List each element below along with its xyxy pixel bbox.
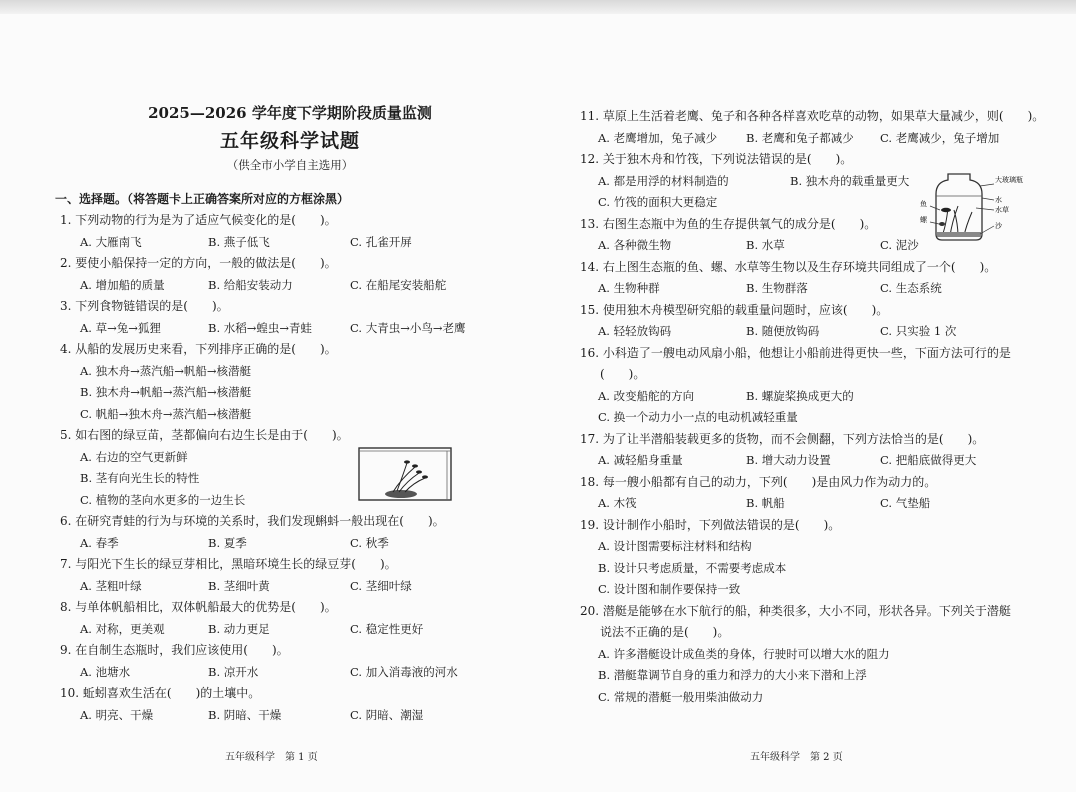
option-b: B. 茎有向光生长的特性	[80, 471, 200, 485]
label-water: 水	[995, 196, 1002, 204]
option-b: B. 凉开水	[208, 664, 259, 679]
option-a: A. 大雁南飞	[80, 234, 142, 249]
option-b: B. 螺旋桨换成更大的	[746, 388, 854, 403]
option-a: A. 生物种群	[598, 281, 660, 295]
question-2-options	[60, 275, 525, 297]
option-c: C. 秋季	[350, 535, 389, 550]
question-2: 2. 要使小船保持一定的方向，一般的做法是( )。	[60, 256, 337, 270]
option-c: C. 气垫船	[880, 496, 931, 510]
question-17-options	[580, 450, 1050, 472]
option-c: C. 植物的茎向水更多的一边生长	[80, 492, 246, 507]
option-a: A. 减轻船身重量	[598, 453, 683, 467]
option-a: A. 老鹰增加，兔子减少	[598, 130, 718, 145]
question-3-options	[60, 318, 525, 340]
question-11: 11. 草原上生活着老鹰、兔子和各种各样喜欢吃草的动物，如果草大量减少，则( )。	[580, 109, 1045, 123]
question-10: 10. 蚯蚓喜欢生活在( )的土壤中。	[60, 686, 261, 700]
question-4: 4. 从船的发展历史来看，下列排序正确的是( )。	[60, 342, 337, 356]
option-a: A. 草→兔→狐狸	[80, 320, 161, 335]
option-a: A. 茎粗叶绿	[80, 578, 142, 593]
option-c: C. 换一个动力小一点的电动机减轻重量	[598, 410, 798, 424]
option-b: B. 设计只考虑质量，不需要考虑成本	[598, 560, 787, 575]
page-footer-2: 五年级科学 第 2 页	[750, 752, 843, 763]
scan-top-edge	[0, 0, 1076, 14]
option-c: C. 阴暗、潮湿	[350, 707, 424, 722]
option-c: C. 只实验 1 次	[880, 324, 957, 338]
option-b: B. 独木舟→帆船→蒸汽船→核潜艇	[80, 385, 252, 399]
option-b: B. 随便放钩码	[746, 324, 820, 338]
label-sand: 沙	[995, 222, 1002, 230]
question-12: 12. 关于独木舟和竹筏，下列说法错误的是( )。	[580, 152, 853, 166]
option-a: A. 明亮、干燥	[80, 707, 154, 722]
exam-title: 2025—2026 学年度下学期阶段质量监测	[148, 104, 432, 122]
option-c: C. 加入消毒液的河水	[350, 664, 458, 679]
option-c: C. 竹筏的面积大更稳定	[598, 195, 718, 209]
question-18: 18. 每一艘小船都有自己的动力，下列( )是由风力作为动力的。	[580, 474, 937, 489]
option-b: B. 帆船	[746, 496, 785, 510]
option-c: C. 在船尾安装船舵	[350, 277, 447, 292]
option-b: B. 阴暗、干燥	[208, 707, 282, 722]
option-b: B. 茎细叶黄	[208, 578, 270, 593]
option-b: B. 给船安装动力	[208, 277, 293, 292]
option-b: B. 生物群落	[746, 281, 808, 295]
option-b: B. 独木舟的载重量更大	[790, 173, 910, 188]
option-b: B. 老鹰和兔子都减少	[746, 130, 854, 145]
question-11-options	[580, 128, 1050, 150]
question-1-options	[60, 232, 525, 254]
label-plant: 水草	[995, 206, 1009, 214]
option-a: A. 春季	[80, 535, 119, 550]
question-6: 6. 在研究青蛙的行为与环境的关系时，我们发现蝌蚪一般出现在( )。	[60, 514, 445, 528]
option-c: C. 泥沙	[880, 238, 919, 252]
question-10-options	[60, 705, 525, 727]
option-b: B. 增大动力设置	[746, 453, 831, 467]
option-b: B. 水草	[746, 238, 785, 252]
question-14-options	[580, 278, 1050, 300]
option-c: C. 设计图和制作要保持一致	[598, 582, 741, 596]
option-a: A. 增加船的质量	[80, 277, 165, 292]
question-13: 13. 右图生态瓶中为鱼的生存提供氧气的成分是( )。	[580, 216, 877, 231]
option-b: B. 动力更足	[208, 621, 270, 636]
label-jar: 大玻璃瓶	[995, 176, 1023, 184]
option-c: C. 茎细叶绿	[350, 578, 412, 593]
question-6-options	[60, 533, 525, 555]
question-3: 3. 下列食物链错误的是( )。	[60, 299, 229, 313]
option-a: A. 右边的空气更新鲜	[80, 449, 188, 464]
question-list-left	[60, 210, 525, 726]
option-a: A. 对称，更美观	[80, 621, 165, 636]
option-a: A. 木筏	[598, 496, 637, 510]
option-c: C. 把船底做得更大	[880, 453, 977, 467]
option-a: A. 独木舟→蒸汽船→帆船→核潜艇	[80, 363, 252, 378]
section-heading: 一、选择题。（将答题卡上正确答案所对应的方框涂黑）	[55, 192, 350, 206]
option-c: C. 帆船→独木舟→蒸汽船→核潜艇	[80, 406, 252, 421]
question-5: 5. 如右图的绿豆苗，茎都偏向右边生长是由于( )。	[60, 428, 349, 442]
question-20-continued: 说法不正确的是( )。	[600, 625, 730, 639]
option-a: A. 许多潜艇设计成鱼类的身体，行驶时可以增大水的阻力	[598, 646, 890, 661]
question-15: 15. 使用独木舟模型研究船的载重量问题时，应该( )。	[580, 302, 889, 317]
option-a: A. 池塘水	[80, 664, 131, 679]
question-20: 20. 潜艇是能够在水下航行的船，种类很多，大小不同，形状各异。下列关于潜艇	[580, 603, 1011, 618]
option-b: B. 燕子低飞	[208, 234, 270, 249]
label-fish: 鱼	[920, 200, 927, 208]
option-b: B. 水稻→蝗虫→青蛙	[208, 320, 313, 335]
option-a: A. 各种微生物	[598, 238, 672, 252]
question-7-options	[60, 576, 525, 598]
ecosystem-jar-figure	[920, 170, 1023, 244]
exam-note: （供全市小学自主选用）	[226, 158, 354, 172]
question-16-options-row	[580, 386, 1050, 408]
question-15-options	[580, 321, 1050, 343]
option-c: C. 稳定性更好	[350, 621, 424, 636]
option-c: C. 常规的潜艇一般用柴油做动力	[598, 689, 764, 704]
question-16-blank: ( )。	[600, 367, 646, 381]
question-9-options	[60, 662, 525, 684]
question-8: 8. 与单体帆船相比，双体帆船最大的优势是( )。	[60, 600, 337, 614]
question-1: 1. 下列动物的行为是为了适应气候变化的是( )。	[60, 213, 337, 227]
question-18-options	[580, 493, 1050, 515]
question-9: 9. 在自制生态瓶时，我们应该使用( )。	[60, 643, 289, 657]
page-footer-1: 五年级科学 第 1 页	[225, 752, 318, 763]
option-c: C. 孔雀开屏	[350, 234, 412, 249]
question-17: 17. 为了让半潜船装载更多的货物，而不会侧翻，下列方法恰当的是( )。	[580, 431, 985, 446]
question-7: 7. 与阳光下生长的绿豆芽相比，黑暗环境生长的绿豆芽( )。	[60, 557, 397, 571]
question-14: 14. 右上图生态瓶的鱼、螺、水草等生物以及生存环境共同组成了一个( )。	[580, 259, 997, 274]
exam-subtitle: 五年级科学试题	[219, 130, 360, 152]
question-16: 16. 小科造了一艘电动风扇小船，他想让小船前进得更快一些，下面方法可行的是	[580, 345, 1011, 360]
label-snail: 螺	[920, 216, 927, 224]
option-b: B. 夏季	[208, 535, 247, 550]
option-a: A. 设计图需要标注材料和结构	[598, 539, 752, 553]
option-b: B. 潜艇靠调节自身的重力和浮力的大小来下潜和上浮	[598, 668, 867, 682]
bean-sprout-box-figure	[357, 445, 455, 505]
question-19: 19. 设计制作小船时，下列做法错误的是( )。	[580, 517, 841, 532]
option-c: C. 生态系统	[880, 281, 942, 295]
option-a: A. 改变船舵的方向	[598, 388, 695, 403]
question-8-options	[60, 619, 525, 641]
option-a: A. 都是用浮的材料制造的	[598, 173, 729, 188]
option-c: C. 老鹰减少，兔子增加	[880, 130, 1000, 145]
option-a: A. 轻轻放钩码	[598, 324, 672, 338]
option-c: C. 大青虫→小鸟→老鹰	[350, 320, 466, 335]
